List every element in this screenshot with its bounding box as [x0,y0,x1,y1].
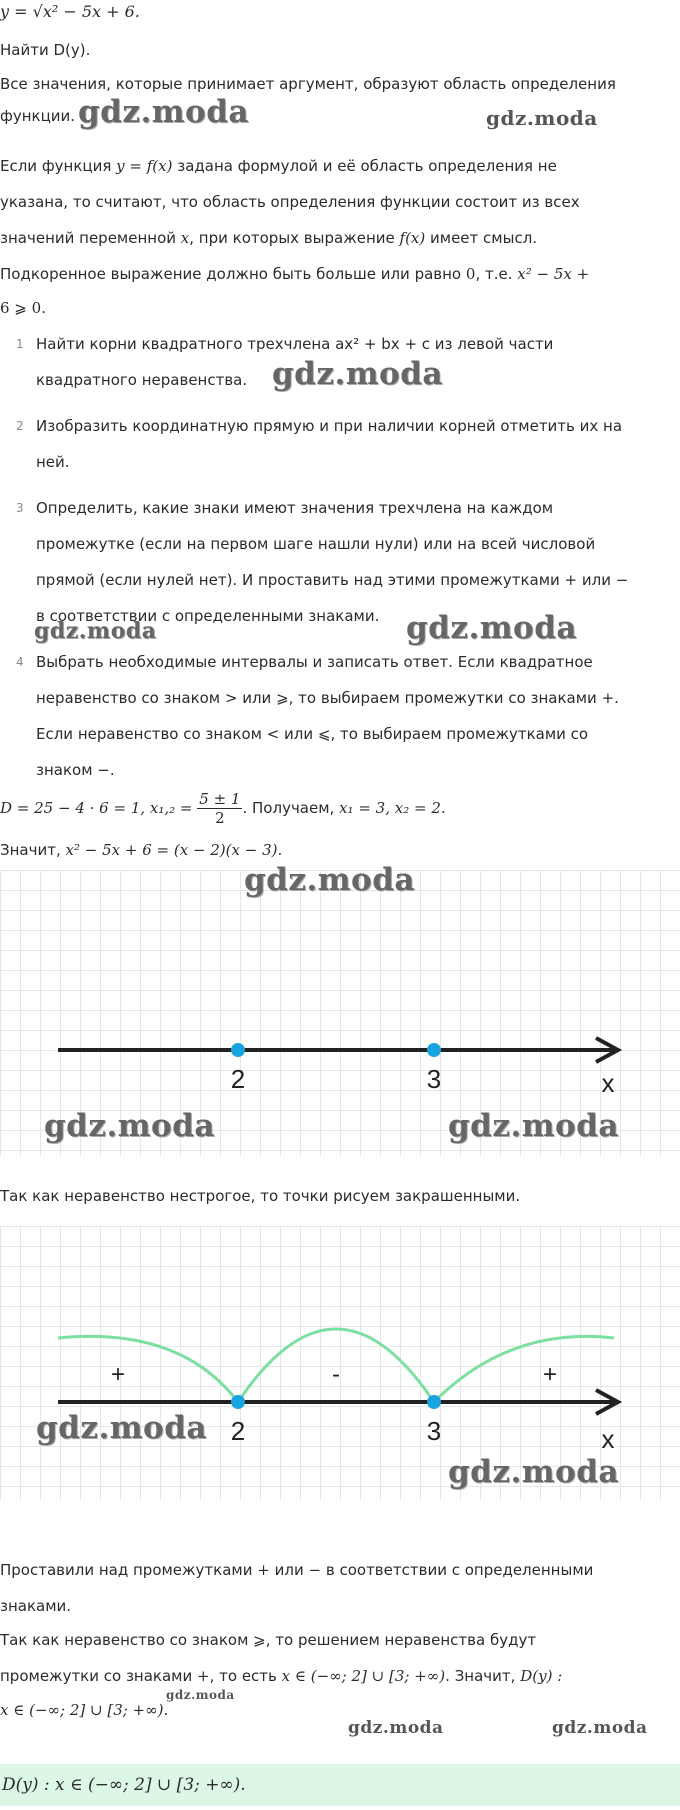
axis-variable-label: x [601,1424,615,1454]
watermark: gdz.moda [78,94,249,130]
conclusion-line-4: промежутки со знаками +, то есть x ∈ (−∞; 2] ∪ [3; +∞). Значит, D(y) : [0,1667,563,1685]
step-3-line-3: прямой (если нулей нет). И проставить над этими промежутками + или − [36,571,629,589]
step-4-line-4: знаком −. [36,761,115,779]
root-label-3: 3 [426,1416,442,1446]
factorization-line: Значит, x² − 5x + 6 = (x − 2)(x − 3). [0,841,283,859]
radicand-line-2: 6 ⩾ 0. [0,299,46,317]
watermark: gdz.moda [36,1410,207,1446]
task-function: y = √x² − 5x + 6. [0,2,140,21]
sign-plus-left: + [110,1361,126,1388]
watermark: gdz.moda [406,610,577,646]
step-1-line-1: Найти корни квадратного трехчлена ax² + bx + c из левой части [36,335,554,353]
root-label-2: 2 [230,1416,246,1446]
watermark: gdz.moda [244,862,415,898]
sign-arc-right [434,1336,614,1402]
fraction: $\frac{5 \pm 1}{2}$ [199,790,241,827]
watermark: gdz.moda [272,356,443,392]
conclusion-line-1: Проставили над промежутками + или − в соответствии с определенными [0,1561,594,1579]
conclusion-line-2: знаками. [0,1597,72,1615]
domain-rule-line-3: значений переменной x, при которых выражение f(x) имеет смысл. [0,229,538,247]
watermark: gdz.moda [166,1688,235,1702]
radicand-line-1: Подкоренное выражение должно быть больше или равно 0, т.е. x² − 5x + [0,265,590,283]
step-3-line-2: промежутке (если на первом шаге нашли нули) или на всей числовой [36,535,596,553]
step-number: 2 [16,419,24,433]
sign-plus-right: + [542,1361,558,1388]
watermark: gdz.moda [348,1718,444,1738]
axis-variable-label: x [601,1068,615,1098]
watermark: gdz.moda [552,1718,648,1738]
step-1-line-2: квадратного неравенства. [36,371,248,389]
domain-rule-line-1: Если функция y = f(x) задана формулой и её область определения не [0,157,557,175]
step-4-line-3: Если неравенство со знаком < или ⩽, то выбираем промежутками со [36,725,589,743]
step-2-line-2: ней. [36,453,70,471]
closed-points-note: Так как неравенство нестрогое, то точки рисуем закрашенными. [0,1187,521,1205]
sign-arc-left [58,1336,238,1402]
discriminant-line: D = 25 − 4 · 6 = 1, x₁,₂ = $\frac{5 \pm 1}{2}$ . Получаем, x₁ = 3, x₂ = 2. [0,790,446,827]
answer-text: D(y) : x ∈ (−∞; 2] ∪ [3; +∞). [2,1775,246,1795]
step-number: 3 [16,501,24,515]
watermark: gdz.moda [448,1454,619,1490]
root-label-3: 3 [426,1064,442,1094]
root-label-2: 2 [230,1064,246,1094]
root-point-3 [427,1395,441,1409]
definition-line-2: функции. [0,107,76,125]
step-4-line-2: неравенство со знаком > или ⩾, то выбираем промежутки со знаками +. [36,689,619,707]
watermark: gdz.moda [448,1108,619,1144]
definition-line-1: Все значения, которые принимает аргумент, образуют область определения [0,75,616,93]
root-point-2 [231,1043,245,1057]
sign-minus-middle: - [332,1361,340,1388]
watermark: gdz.moda [486,106,598,130]
step-3-line-4: в соответствии с определенными знаками. [36,607,380,625]
task-find: Найти D(y). [0,41,91,59]
step-4-line-1: Выбрать необходимые интервалы и записать ответ. Если квадратное [36,653,593,671]
conclusion-line-5: x ∈ (−∞; 2] ∪ [3; +∞). [0,1701,169,1719]
watermark: gdz.moda [34,618,157,644]
step-number: 4 [16,655,24,669]
step-2-line-1: Изобразить координатную прямую и при наличии корней отметить их на [36,417,623,435]
conclusion-line-3: Так как неравенство со знаком ⩾, то решением неравенства будут [0,1631,537,1649]
root-point-2 [231,1395,245,1409]
watermark: gdz.moda [44,1108,215,1144]
step-number: 1 [16,337,24,351]
step-3-line-1: Определить, какие знаки имеют значения трехчлена на каждом [36,499,554,517]
domain-rule-line-2: указана, то считают, что область определения функции состоит из всех [0,193,580,211]
root-point-3 [427,1043,441,1057]
answer-box [0,1764,680,1806]
